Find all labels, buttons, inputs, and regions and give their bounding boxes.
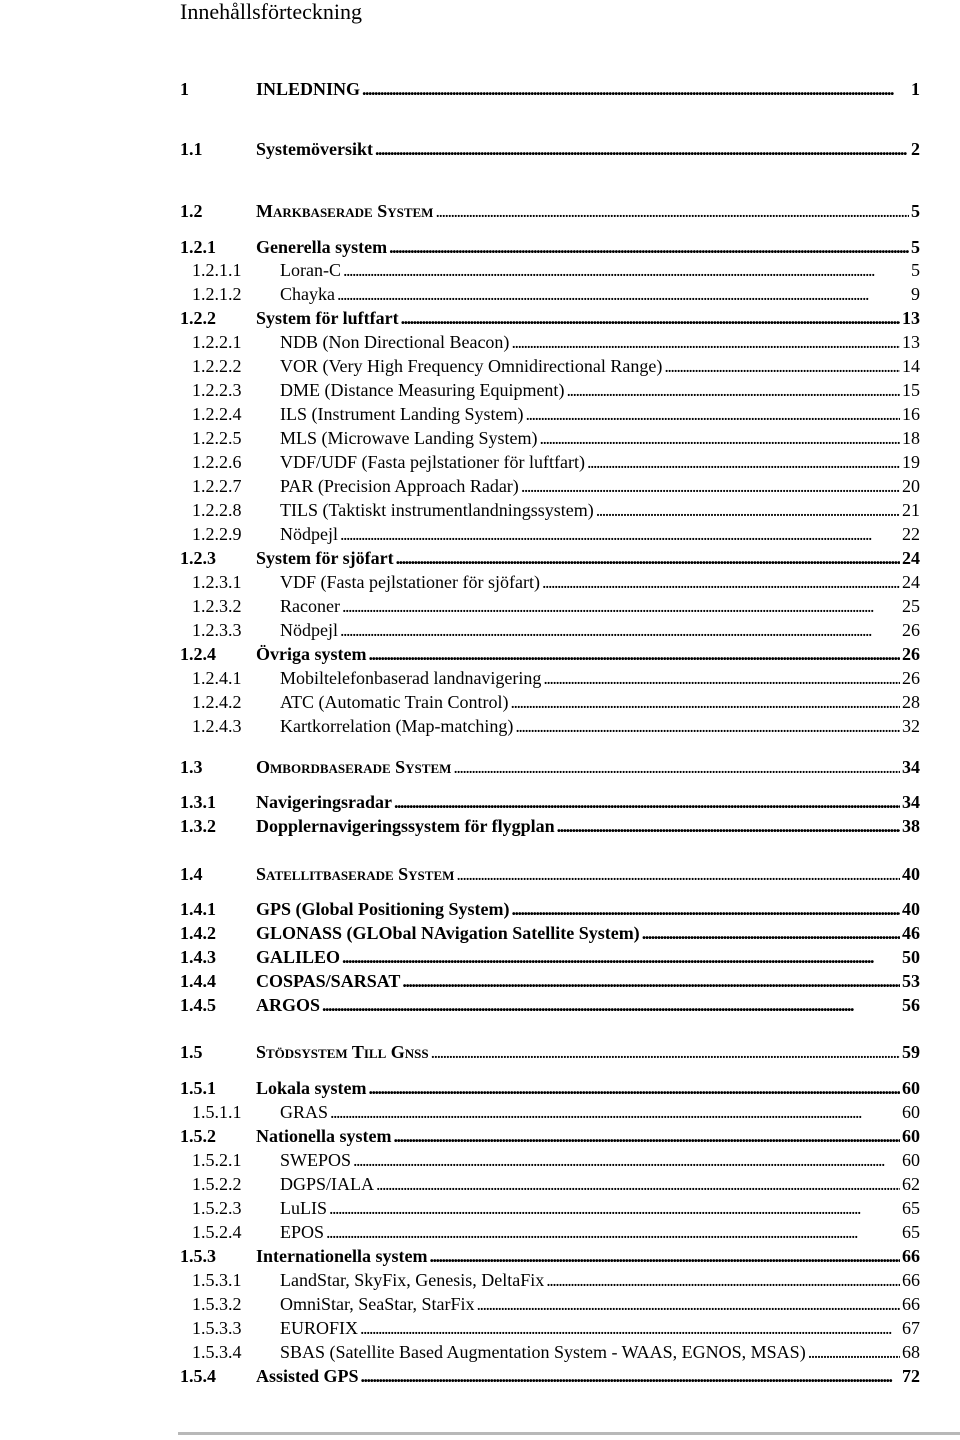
toc-entry-page-number: 40: [902, 864, 920, 884]
toc-entry-label: Dopplernavigeringssystem för flygplan: [256, 816, 555, 836]
toc-entry-page-number: 46: [902, 923, 920, 943]
dot-leader: [546, 1269, 900, 1292]
dot-leader: [343, 259, 909, 282]
page-title: Innehållsförteckning: [180, 0, 363, 24]
toc-entry-number: 1.2.3.1: [192, 572, 242, 592]
toc-entry-label: NDB (Non Directional Beacon): [280, 332, 510, 352]
toc-entry-label: Assisted GPS: [256, 1366, 359, 1386]
toc-entry-label: Nödpejl: [280, 620, 338, 640]
dot-leader: [596, 499, 900, 522]
toc-entry[interactable]: [0, 259, 960, 282]
dot-leader: [361, 1365, 900, 1388]
dot-leader: [511, 691, 901, 714]
toc-entry-number: 1.4.5: [180, 995, 216, 1015]
toc-entry-number: 1.2.2: [180, 308, 216, 328]
dot-leader: [435, 200, 909, 223]
toc-entry-label: GLONASS (GLObal NAvigation Satellite System): [256, 923, 640, 943]
toc-entry[interactable]: [0, 1101, 960, 1124]
toc-entry-number: 1.2.2.6: [192, 452, 242, 472]
toc-entry[interactable]: [0, 355, 960, 378]
toc-entry-label: Nationella system: [256, 1126, 392, 1146]
toc-entry-label: EPOS: [280, 1222, 325, 1242]
toc-entry[interactable]: [0, 331, 960, 354]
toc-entry-page-number: 26: [902, 620, 920, 640]
toc-entry-label: Mobiltelefonbaserad landnavigering: [280, 668, 542, 688]
dot-leader: [368, 643, 900, 666]
toc-entry-page-number: 5: [911, 237, 920, 257]
toc-entry-page-number: 53: [902, 971, 920, 991]
dot-leader: [453, 756, 900, 779]
toc-entry-number: 1.5.3.2: [192, 1294, 242, 1314]
toc-entry-number: 1.2.1.2: [192, 284, 242, 304]
toc-entry-number: 1.5.3: [180, 1246, 216, 1266]
toc-entry-page-number: 65: [902, 1198, 920, 1218]
toc-entry[interactable]: [0, 1197, 960, 1220]
toc-entry-label: Nödpejl: [280, 524, 338, 544]
toc-entry-number: 1.2.4.1: [192, 668, 242, 688]
dot-leader: [342, 595, 900, 618]
toc-entry-label: Loran-C: [280, 260, 341, 280]
toc-entry[interactable]: [0, 1149, 960, 1172]
dot-leader: [342, 946, 900, 969]
toc-entry[interactable]: [0, 571, 960, 594]
toc-entry-number: 1.4.2: [180, 923, 216, 943]
toc-entry-page-number: 40: [902, 899, 920, 919]
toc-entry-page-number: 60: [902, 1150, 920, 1170]
toc-entry-page-number: 66: [902, 1246, 920, 1266]
dot-leader: [360, 1317, 900, 1340]
toc-entry-label: COSPAS/SARSAT: [256, 971, 401, 991]
toc-entry-number: 1.5.2.4: [192, 1222, 242, 1242]
dot-leader: [329, 1197, 900, 1220]
toc-entry-label: PAR (Precision Approach Radar): [280, 476, 519, 496]
toc-entry-page-number: 60: [902, 1126, 920, 1146]
toc-entry-label: MARKBASERADE SYSTEM: [256, 201, 434, 221]
toc-entry[interactable]: [0, 236, 960, 259]
toc-entry-number: 1.5.2.2: [192, 1174, 242, 1194]
toc-entry-number: 1.2.4.3: [192, 716, 242, 736]
dot-leader: [369, 1077, 900, 1100]
dot-leader: [456, 863, 900, 886]
toc-entry[interactable]: [0, 715, 960, 738]
toc-entry-label: INLEDNING: [256, 79, 361, 99]
toc-entry[interactable]: [0, 595, 960, 618]
toc-entry[interactable]: [0, 1077, 960, 1100]
toc-entry-number: 1: [180, 79, 189, 99]
toc-entry-number: 1.2.2.9: [192, 524, 242, 544]
dot-leader: [477, 1293, 900, 1316]
toc-entry-number: 1.2.4: [180, 644, 216, 664]
dot-leader: [525, 403, 900, 426]
toc-entry-page-number: 60: [902, 1102, 920, 1122]
toc-entry-page-number: 19: [902, 452, 920, 472]
dot-leader: [330, 1101, 900, 1124]
dot-leader: [402, 970, 900, 993]
toc-entry-page-number: 24: [902, 572, 920, 592]
toc-entry-number: 1.5: [180, 1042, 203, 1062]
toc-entry-number: 1.4: [180, 864, 203, 884]
dot-leader: [376, 1173, 900, 1196]
toc-entry[interactable]: [0, 499, 960, 522]
toc-entry-label: MLS (Microwave Landing System): [280, 428, 538, 448]
toc-entry-label: Navigeringsradar: [256, 792, 392, 812]
toc-entry-label: GALILEO: [256, 947, 341, 967]
toc-entry-label: OMBORDBASERADE SYSTEM: [256, 757, 452, 777]
toc-entry-label: ATC (Automatic Train Control): [280, 692, 509, 712]
toc-entry[interactable]: [0, 1173, 960, 1196]
toc-entry[interactable]: [0, 863, 960, 886]
toc-entry-label: ILS (Instrument Landing System): [280, 404, 524, 424]
dot-leader: [512, 898, 900, 921]
toc-entry-number: 1.5.1.1: [192, 1102, 242, 1122]
toc-entry-label: GRAS: [280, 1102, 329, 1122]
toc-entry[interactable]: [0, 946, 960, 969]
toc-entry-page-number: 13: [902, 332, 920, 352]
toc-entry[interactable]: [0, 643, 960, 666]
toc-entry[interactable]: [0, 523, 960, 546]
toc-entry-number: 1.4.1: [180, 899, 216, 919]
toc-entry-label: EUROFIX: [280, 1318, 359, 1338]
toc-entry[interactable]: [0, 691, 960, 714]
toc-entry-number: 1.2.2.4: [192, 404, 242, 424]
toc-entry-number: 1.5.3.3: [192, 1318, 242, 1338]
toc-entry-page-number: 25: [902, 596, 920, 616]
toc-entry-number: 1.5.2.1: [192, 1150, 242, 1170]
toc-entry[interactable]: [0, 1341, 960, 1364]
toc-entry-number: 1.2.1: [180, 237, 216, 257]
toc-entry[interactable]: [0, 815, 960, 838]
toc-entry-page-number: 5: [911, 201, 920, 221]
toc-entry-label: SWEPOS: [280, 1150, 352, 1170]
toc-entry-page-number: 60: [902, 1078, 920, 1098]
toc-entry-page-number: 2: [911, 139, 920, 159]
dot-leader: [808, 1341, 900, 1364]
toc-entry-label: SATELLITBASERADE SYSTEM: [256, 864, 455, 884]
toc-entry-page-number: 34: [902, 792, 920, 812]
toc-entry[interactable]: [0, 547, 960, 570]
dot-leader: [642, 922, 900, 945]
toc-entry[interactable]: [0, 1365, 960, 1388]
toc-entry-number: 1.2.2.5: [192, 428, 242, 448]
dot-leader: [543, 667, 900, 690]
toc-entry-page-number: 21: [902, 500, 920, 520]
toc-entry-page-number: 24: [902, 548, 920, 568]
dot-leader: [429, 1245, 900, 1268]
toc-entry-page-number: 5: [911, 260, 920, 280]
toc-entry-number: 1.5.2.3: [192, 1198, 242, 1218]
toc-entry[interactable]: [0, 307, 960, 330]
dot-leader: [389, 236, 909, 259]
toc-entry-page-number: 20: [902, 476, 920, 496]
toc-entry-number: 1.2.2.3: [192, 380, 242, 400]
toc-entry[interactable]: [0, 994, 960, 1017]
toc-entry[interactable]: [0, 970, 960, 993]
toc-entry-label: Lokala system: [256, 1078, 367, 1098]
toc-entry-label: Generella system: [256, 237, 388, 257]
toc-entry[interactable]: [0, 200, 960, 223]
toc-entry[interactable]: [0, 1293, 960, 1316]
toc-entry-number: 1.2: [180, 201, 203, 221]
toc-entry[interactable]: [0, 379, 960, 402]
toc-entry-label: Raconer: [280, 596, 340, 616]
toc-entry-label: Systemöversikt: [256, 139, 373, 159]
toc-entry[interactable]: [0, 1125, 960, 1148]
toc-entry-page-number: 26: [902, 668, 920, 688]
toc-entry-page-number: 18: [902, 428, 920, 448]
toc-entry-number: 1.2.2.8: [192, 500, 242, 520]
toc-entry-label: SBAS (Satellite Based Augmentation System - WAAS, EGNOS, MSAS): [280, 1342, 806, 1362]
dot-leader: [353, 1149, 900, 1172]
toc-entry-page-number: 28: [902, 692, 920, 712]
toc-entry-label: GPS (Global Positioning System): [256, 899, 510, 919]
toc-entry[interactable]: [0, 1317, 960, 1340]
toc-entry-page-number: 59: [902, 1042, 920, 1062]
dot-leader: [515, 715, 900, 738]
toc-entry[interactable]: [0, 922, 960, 945]
toc-entry-label: Chayka: [280, 284, 335, 304]
toc-entry[interactable]: [0, 78, 960, 101]
toc-entry[interactable]: [0, 403, 960, 426]
toc-entry[interactable]: [0, 667, 960, 690]
toc-entry-label: OmniStar, SeaStar, StarFix: [280, 1294, 475, 1314]
toc-entry-page-number: 72: [902, 1366, 920, 1386]
toc-entry-number: 1.5.2: [180, 1126, 216, 1146]
toc-entry-label: Kartkorrelation (Map-matching): [280, 716, 514, 736]
toc-entry-label: Internationella system: [256, 1246, 428, 1266]
toc-entry-label: Övriga system: [256, 644, 367, 664]
toc-entry-number: 1.3.1: [180, 792, 216, 812]
toc-entry[interactable]: [0, 1041, 960, 1064]
toc-entry[interactable]: [0, 1269, 960, 1292]
toc-entry-label: STÖDSYSTEM TILL GNSS: [256, 1042, 429, 1062]
toc-entry-page-number: 1: [911, 79, 920, 99]
toc-entry-number: 1.2.2.2: [192, 356, 242, 376]
toc-entry-page-number: 26: [902, 644, 920, 664]
toc-entry-number: 1.2.3.2: [192, 596, 242, 616]
toc-entry-number: 1.4.3: [180, 947, 216, 967]
toc-entry-page-number: 67: [902, 1318, 920, 1338]
toc-entry-page-number: 13: [902, 308, 920, 328]
toc-entry-page-number: 15: [902, 380, 920, 400]
dot-leader: [587, 451, 900, 474]
toc-entry-label: TILS (Taktiskt instrumentlandningssystem): [280, 500, 594, 520]
toc-entry-page-number: 38: [902, 816, 920, 836]
toc-entry[interactable]: [0, 138, 960, 161]
dot-leader: [375, 138, 909, 161]
toc-entry-label: DME (Distance Measuring Equipment): [280, 380, 565, 400]
toc-entry-number: 1.5.3.1: [192, 1270, 242, 1290]
toc-entry-number: 1.1: [180, 139, 203, 159]
toc-entry-number: 1.2.4.2: [192, 692, 242, 712]
dot-leader: [394, 791, 900, 814]
toc-entry[interactable]: [0, 451, 960, 474]
dot-leader: [393, 1125, 900, 1148]
dot-leader: [340, 619, 900, 642]
toc-entry-label: DGPS/IALA: [280, 1174, 375, 1194]
dot-leader: [322, 994, 900, 1017]
toc-entry[interactable]: [0, 756, 960, 779]
toc-entry[interactable]: [0, 791, 960, 814]
toc-entry-label: System för sjöfart: [256, 548, 394, 568]
toc-entry-number: 1.5.4: [180, 1366, 216, 1386]
toc-entry-label: VDF/UDF (Fasta pejlstationer för luftfart): [280, 452, 585, 472]
toc-entry-label: VOR (Very High Frequency Omnidirectional Range): [280, 356, 663, 376]
toc-entry-label: LuLIS: [280, 1198, 327, 1218]
toc-entry-number: 1.2.2.1: [192, 332, 242, 352]
dot-leader: [340, 523, 900, 546]
toc-entry-page-number: 56: [902, 995, 920, 1015]
dot-leader: [337, 283, 909, 306]
dot-leader: [521, 475, 900, 498]
toc-entry-number: 1.4.4: [180, 971, 216, 991]
toc-entry-page-number: 50: [902, 947, 920, 967]
toc-entry-page-number: 14: [902, 356, 920, 376]
toc-entry-number: 1.3.2: [180, 816, 216, 836]
dot-leader: [401, 307, 900, 330]
dot-leader: [326, 1221, 900, 1244]
toc-entry-page-number: 62: [902, 1174, 920, 1194]
toc-entry[interactable]: [0, 427, 960, 450]
dot-leader: [566, 379, 900, 402]
toc-entry-label: ARGOS: [256, 995, 321, 1015]
toc-entry-page-number: 68: [902, 1342, 920, 1362]
toc-entry-label: System för luftfart: [256, 308, 399, 328]
dot-leader: [664, 355, 900, 378]
toc-entry[interactable]: [0, 898, 960, 921]
toc-entry-number: 1.2.3: [180, 548, 216, 568]
toc-entry-label: VDF (Fasta pejlstationer för sjöfart): [280, 572, 540, 592]
toc-entry-page-number: 32: [902, 716, 920, 736]
dot-leader: [431, 1041, 900, 1064]
dot-leader: [511, 331, 900, 354]
toc-entry-number: 1.3: [180, 757, 203, 777]
dot-leader: [539, 427, 900, 450]
toc-entry-label: LandStar, SkyFix, Genesis, DeltaFix: [280, 1270, 545, 1290]
toc-entry-number: 1.5.3.4: [192, 1342, 242, 1362]
toc-entry-page-number: 22: [902, 524, 920, 544]
toc-entry-page-number: 34: [902, 757, 920, 777]
toc-entry-page-number: 16: [902, 404, 920, 424]
toc-entry-number: 1.2.2.7: [192, 476, 242, 496]
toc-entry[interactable]: [0, 619, 960, 642]
toc-entry[interactable]: [0, 1245, 960, 1268]
toc-entry-number: 1.2.3.3: [192, 620, 242, 640]
toc-entry[interactable]: [0, 1221, 960, 1244]
dot-leader: [557, 815, 900, 838]
toc-entry-page-number: 9: [911, 284, 920, 304]
toc-entry-number: 1.2.1.1: [192, 260, 242, 280]
toc-entry-page-number: 66: [902, 1270, 920, 1290]
dot-leader: [542, 571, 900, 594]
footer-divider: [178, 1432, 960, 1435]
toc-entry[interactable]: [0, 475, 960, 498]
toc-entry[interactable]: [0, 283, 960, 306]
toc-entry-page-number: 65: [902, 1222, 920, 1242]
toc-entry-number: 1.5.1: [180, 1078, 216, 1098]
dot-leader: [396, 547, 900, 570]
toc-entry-page-number: 66: [902, 1294, 920, 1314]
dot-leader: [362, 78, 909, 101]
